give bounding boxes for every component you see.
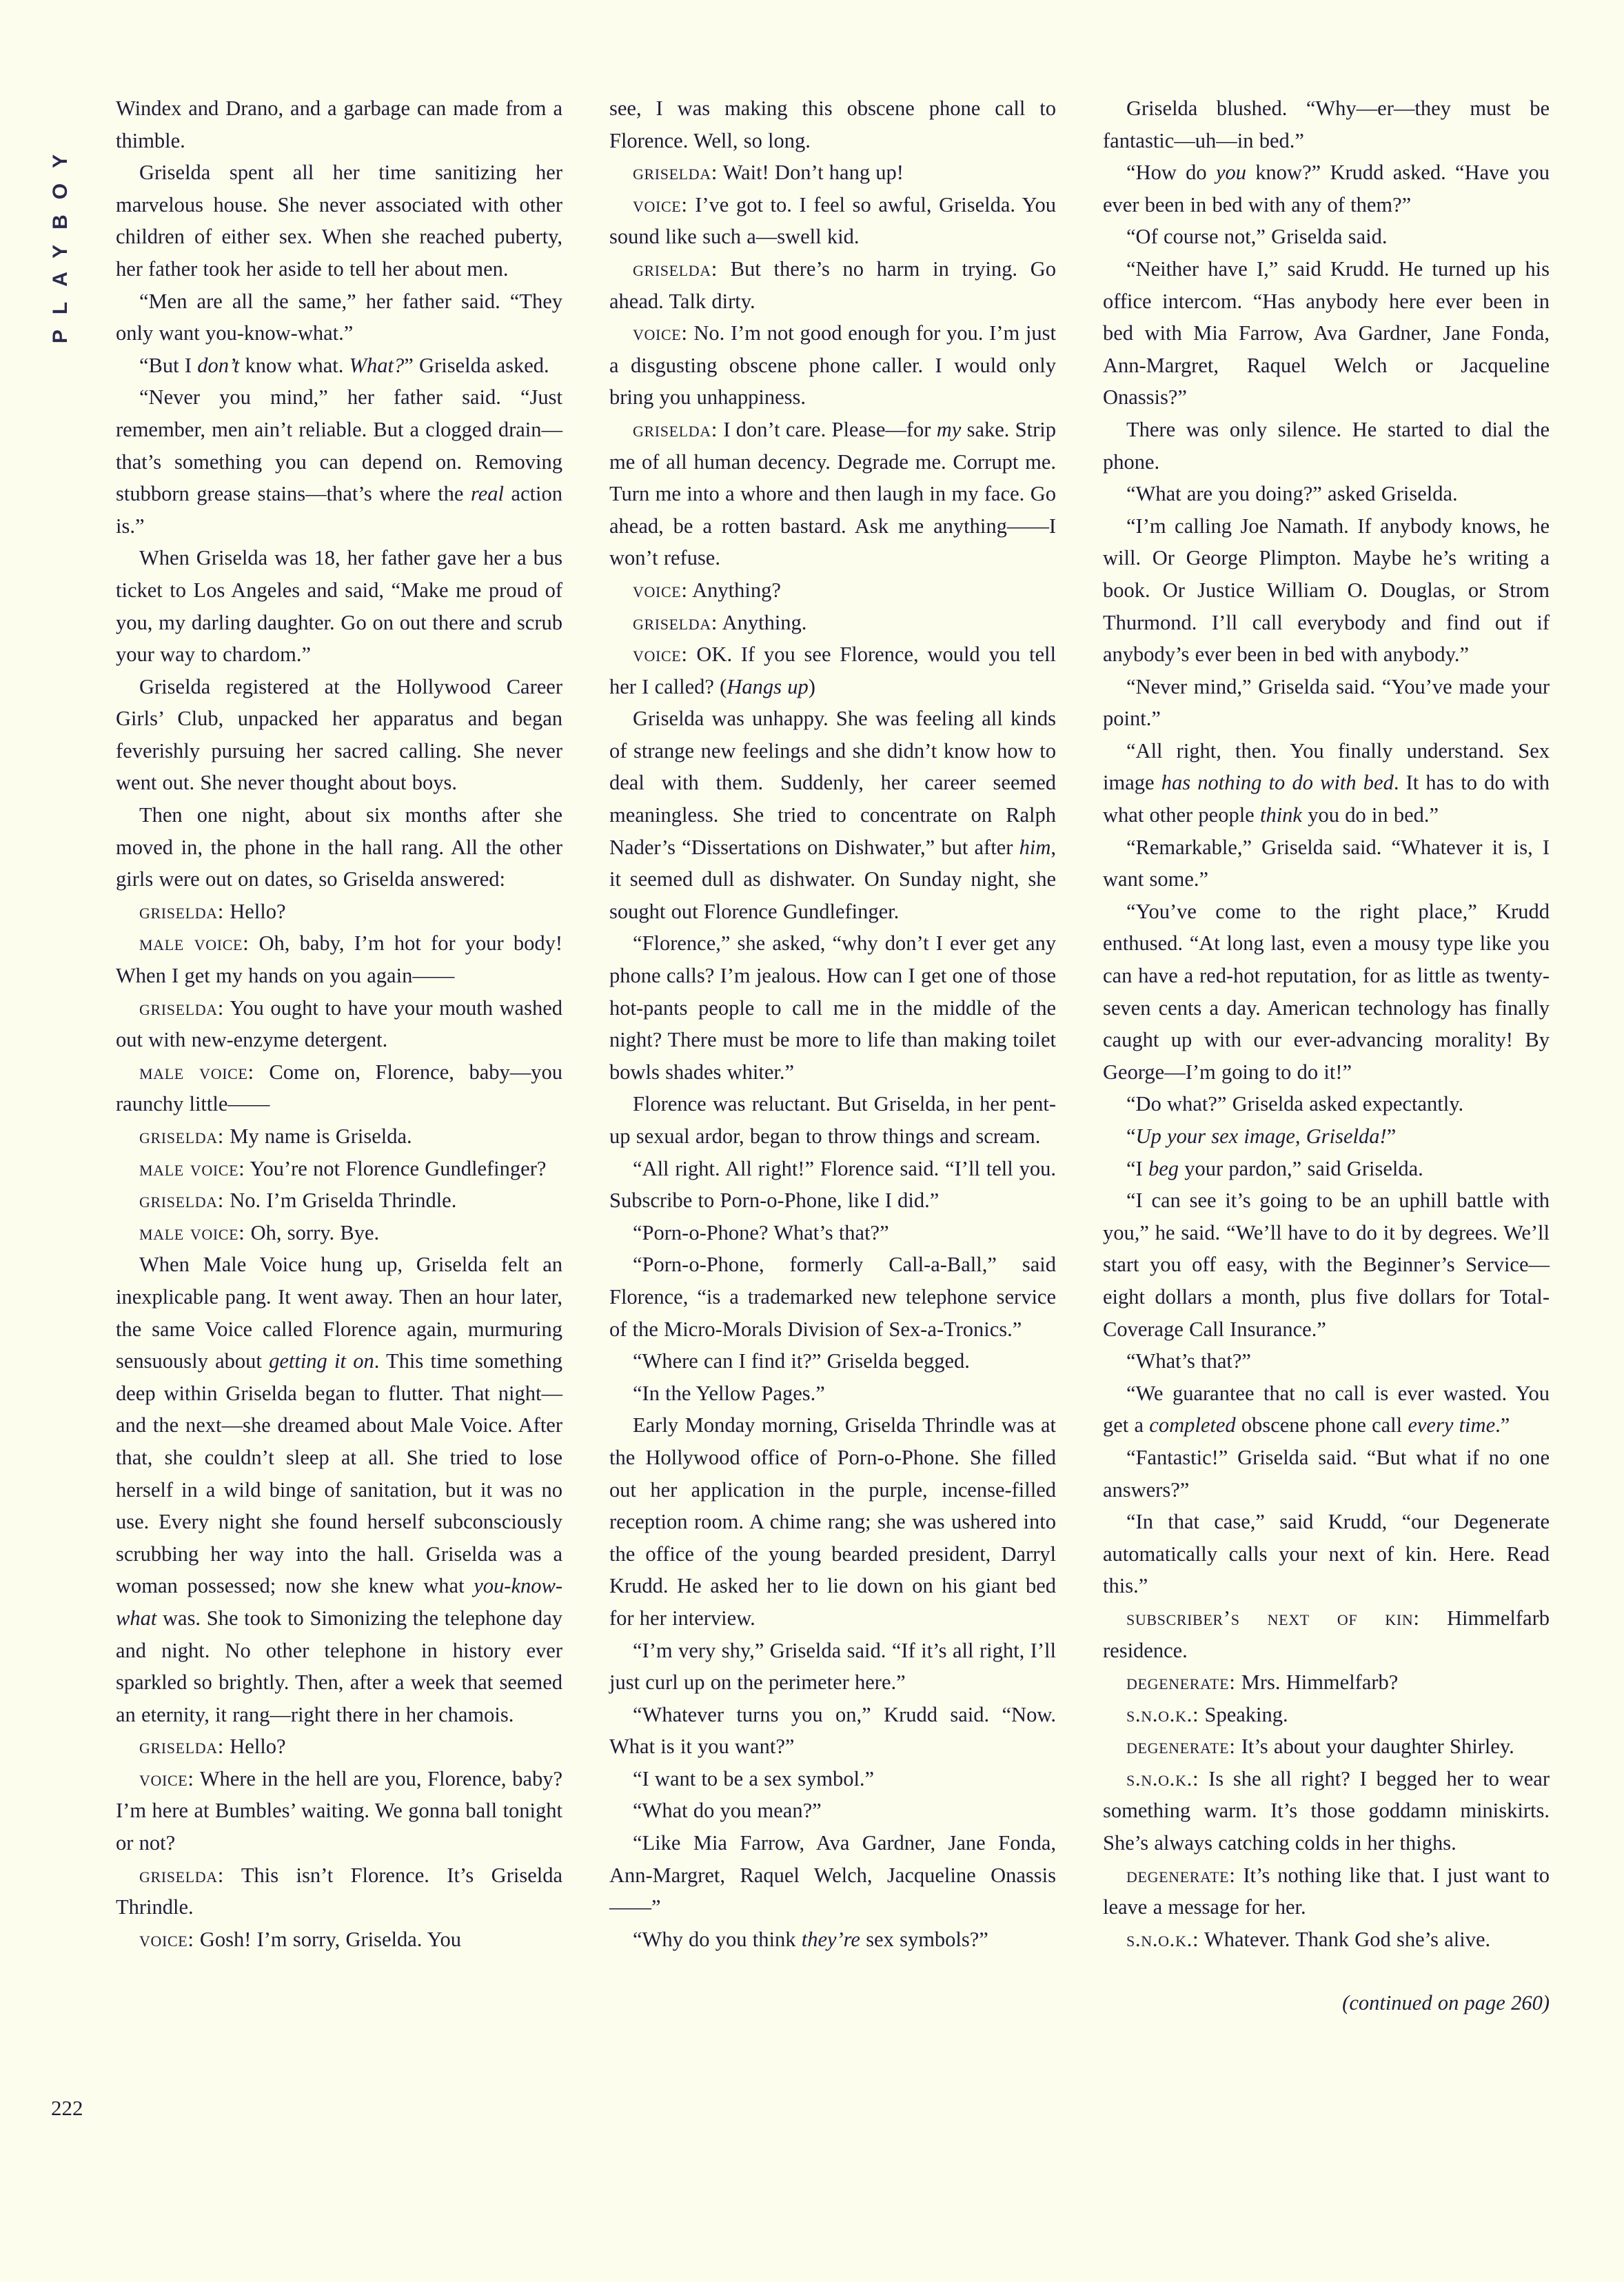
body-paragraph: “All right. All right!” Florence said. “I’ll tell you. Subscribe to Porn-o-Phone, like I did.” [609, 1156, 1056, 1213]
body-paragraph: “Men are all the same,” her father said. “They only want you-know-what.” [116, 289, 562, 345]
body-paragraph: “Porn-o-Phone? What’s that?” [633, 1220, 889, 1244]
body-paragraph: Griselda registered at the Hollywood Career Girls’ Club, unpacked her apparatus and began feverishly pursuing her sacred calling. She never went out. She never thought about boys. [116, 674, 562, 795]
body-paragraph: “I’m calling Joe Namath. If anybody knows, he will. Or George Plimpton. Maybe he’s writing a book. Or Justice William O. Douglas, or Strom Thurmond. I’ll call everybody and find out if anybody’s ever been in bed with anybody.” [1103, 514, 1550, 667]
body-paragraph: “I want to be a sex symbol.” [633, 1766, 875, 1790]
masthead-label: PLAYBOY [49, 139, 72, 344]
body-paragraph: “Porn-o-Phone, formerly Call-a-Ball,” said Florence, “is a trademarked new telephone service of the Micro-Morals Division of Sex-a-Tronics.” [609, 1253, 1056, 1341]
body-paragraph: griselda: But there’s no harm in trying. Go ahead. Talk dirty. [609, 256, 1056, 313]
body-paragraph: s.n.o.k.: Is she all right? I begged her to wear something warm. It’s those goddamn miniskirts. She’s always catching colds in her thighs. [1103, 1766, 1550, 1855]
body-paragraph: “What do you mean?” [633, 1799, 822, 1823]
article-columns [116, 92, 1550, 2133]
body-paragraph: Then one night, about six months after she moved in, the phone in the hall rang. All the other girls were out on dates, so Griselda answered: [116, 803, 562, 891]
body-paragraph: “In the Yellow Pages.” [633, 1381, 825, 1405]
body-paragraph: “Neither have I,” said Krudd. He turned up his office intercom. “Has anybody here ever been in bed with Mia Farrow, Ava Gardner, Jane Fonda, Ann-Margret, Raquel Welch or Jacqueline Onassis?” [1103, 256, 1550, 410]
body-paragraph: s.n.o.k.: Speaking. [1126, 1702, 1288, 1726]
body-paragraph: voice: No. I’m not good enough for you. I’m just a disgusting obscene phone caller. I would only bring you unhappiness. [609, 321, 1056, 410]
body-paragraph: voice: OK. If you see Florence, would you tell her I called? (Hangs up) [609, 642, 1056, 698]
body-paragraph: “Like Mia Farrow, Ava Gardner, Jane Fonda, Ann-Margret, Raquel Welch, Jacqueline Onassis——” [609, 1831, 1056, 1919]
body-paragraph: voice: I’ve got to. I feel so awful, Griselda. You sound like such a—swell kid. [609, 192, 1056, 249]
body-paragraph: griselda: My name is Griselda. [139, 1124, 412, 1148]
body-paragraph: “I beg your pardon,” said Griselda. [1126, 1156, 1423, 1180]
body-paragraph: degenerate: It’s about your daughter Shirley. [1126, 1734, 1514, 1759]
body-paragraph: male voice: Oh, baby, I’m hot for your body! When I get my hands on you again—— [116, 931, 562, 988]
body-paragraph: Griselda spent all her time sanitizing her marvelous house. She never associated with other children of either sex. When she reached puberty, her father took her aside to tell her about men. [116, 161, 562, 281]
body-paragraph: male voice: You’re not Florence Gundlefinger? [139, 1155, 547, 1180]
text-column-1 [116, 92, 562, 2133]
body-paragraph: There was only silence. He started to dial the phone. [1103, 417, 1550, 474]
body-paragraph: griselda: Wait! Don’t hang up! [633, 160, 904, 185]
body-paragraph: “Up your sex image, Griselda!” [1126, 1124, 1397, 1148]
body-paragraph: When Griselda was 18, her father gave her a bus ticket to Los Angeles and said, “Make me proud of you, my darling daughter. Go on out there and scrub your way to chardom.” [116, 546, 562, 667]
body-paragraph: male voice: Come on, Florence, baby—you raunchy little—— [116, 1059, 562, 1116]
continued-note: (continued on page 260) [1342, 1991, 1550, 2015]
body-paragraph: Florence was reluctant. But Griselda, in her pent-up sexual ardor, began to throw things and scream. [609, 1092, 1056, 1148]
body-paragraph: “Of course not,” Griselda said. [1126, 225, 1388, 249]
body-paragraph: Griselda blushed. “Why—er—they must be fantastic—uh—in bed.” [1103, 97, 1550, 152]
body-paragraph: griselda: No. I’m Griselda Thrindle. [139, 1188, 457, 1213]
body-paragraph: Windex and Drano, and a garbage can made from a thimble. [116, 97, 562, 152]
body-paragraph: voice: Where in the hell are you, Florence, baby? I’m here at Bumbles’ waiting. We gonna ball tonight or not? [116, 1766, 562, 1855]
body-paragraph: “All right, then. You finally understand. Sex image has nothing to do with bed. It has to do with what other people think you do in bed.” [1103, 738, 1550, 827]
body-paragraph: griselda: This isn’t Florence. It’s Griselda Thrindle. [116, 1862, 562, 1919]
body-paragraph: “But I don’t know what. What?” Griselda asked. [139, 353, 549, 377]
body-paragraph: “I’m very shy,” Griselda said. “If it’s all right, I’ll just curl up on the perimeter here.” [609, 1638, 1056, 1695]
body-paragraph: voice: Anything? [633, 577, 781, 602]
body-paragraph: “Remarkable,” Griselda said. “Whatever it is, I want some.” [1103, 835, 1550, 891]
body-paragraph: “What’s that?” [1126, 1349, 1251, 1373]
body-paragraph: “Where can I find it?” Griselda begged. [633, 1349, 970, 1373]
body-paragraph: Early Monday morning, Griselda Thrindle was at the Hollywood office of Porn-o-Phone. She filled out her application in the purple, incense-filled reception room. A chime rang; she was ushered into the office of the young bearded president, Darryl Krudd. He asked her to lie down on his giant bed for her interview. [609, 1413, 1056, 1630]
body-paragraph: subscriber’s next of kin: Himmelfarb residence. [1103, 1605, 1550, 1662]
body-paragraph: degenerate: It’s nothing like that. I just want to leave a message for her. [1103, 1862, 1550, 1919]
body-paragraph: “Why do you think they’re sex symbols?” [633, 1927, 988, 1951]
body-paragraph: griselda: You ought to have your mouth washed out with new-enzyme detergent. [116, 995, 562, 1052]
body-paragraph: griselda: Hello? [139, 898, 286, 923]
body-paragraph: “Fantastic!” Griselda said. “But what if no one answers?” [1103, 1445, 1550, 1502]
body-paragraph: “Never mind,” Griselda said. “You’ve made your point.” [1103, 674, 1550, 731]
body-paragraph: “Florence,” she asked, “why don’t I ever get any phone calls? I’m jealous. How can I get one of those hot-pants people to call me in the middle of the night? There must be more to life than making toilet bowls shades whiter.” [609, 931, 1056, 1084]
body-paragraph: “We guarantee that no call is ever wasted. You get a completed obscene phone call every time.” [1103, 1381, 1550, 1437]
body-paragraph: “I can see it’s going to be an uphill battle with you,” he said. “We’ll have to do it by degrees. We’ll start you off easy, with the Beginner’s Service—eight dollars a month, plus five dollars for Total-Coverage Call Insurance.” [1103, 1189, 1550, 1341]
playboy-masthead [39, 97, 83, 386]
body-paragraph: “Whatever turns you on,” Krudd said. “Now. What is it you want?” [609, 1702, 1056, 1759]
body-paragraph: “Never you mind,” her father said. “Just remember, men ain’t reliable. But a clogged drain—that’s something you can depend on. Removing stubborn grease stains—that’s where the real action is.” [116, 385, 562, 538]
body-paragraph: degenerate: Mrs. Himmelfarb? [1126, 1670, 1399, 1695]
body-paragraph: When Male Voice hung up, Griselda felt an inexplicable pang. It went away. Then an hour later, the same Voice called Florence again, murmuring sensuously about getting it on. This time something deep within Griselda began to flutter. That night—and the next—she dreamed about Male Voice. After that, she couldn’t sleep at all. She tried to lose herself in a wild binge of sanitation, but it was no use. Every night she found herself subconsciously scrubbing her way into the hall. Griselda was a woman possessed; now she knew what you-know-what was. She took to Simonizing the telephone day and night. No other telephone in history ever sparkled so brightly. Then, after a week that seemed an eternity, it rang—right there in her chamois. [116, 1253, 562, 1726]
body-paragraph: griselda: Anything. [633, 609, 807, 634]
body-paragraph: griselda: Hello? [139, 1734, 286, 1759]
body-paragraph: griselda: I don’t care. Please—for my sake. Strip me of all human decency. Degrade me. Corrupt me. Turn me into a whore and then laugh in my face. Go ahead, be a rotten bastard. Ask me anything——I won’t refuse. [609, 416, 1057, 570]
body-paragraph: Griselda was unhappy. She was feeling all kinds of strange new feelings and she didn’t know how to deal with them. Suddenly, her career seemed meaningless. She tried to concentrate on Ralph Nader’s “Dissertations on Dishwater,” but after him, it seemed dull as dishwater. On Sunday night, she sought out Florence Gundlefinger. [609, 707, 1056, 923]
body-paragraph: “What are you doing?” asked Griselda. [1126, 482, 1458, 506]
body-paragraph: voice: Gosh! I’m sorry, Griselda. You [139, 1926, 461, 1951]
body-paragraph: “How do you know?” Krudd asked. “Have you ever been in bed with any of them?” [1103, 161, 1550, 216]
body-paragraph: see, I was making this obscene phone call to Florence. Well, so long. [609, 97, 1056, 152]
body-paragraph: “Do what?” Griselda asked expectantly. [1126, 1092, 1464, 1116]
body-paragraph: “In that case,” said Krudd, “our Degenerate automatically calls your next of kin. Here. Read this.” [1103, 1510, 1550, 1598]
body-paragraph: s.n.o.k.: Whatever. Thank God she’s alive. [1126, 1926, 1491, 1951]
page-number: 222 [51, 2096, 83, 2120]
body-paragraph: male voice: Oh, sorry. Bye. [139, 1220, 380, 1244]
text-column-3 [1103, 92, 1550, 2133]
text-column-2 [609, 92, 1056, 2133]
body-paragraph: “You’ve come to the right place,” Krudd enthused. “At long last, even a mousy type like you can have a red-hot reputation, for as little as twenty-seven cents a day. American technology has finally caught up with our ever-advancing morality! By George—I’m going to do it!” [1103, 899, 1550, 1084]
